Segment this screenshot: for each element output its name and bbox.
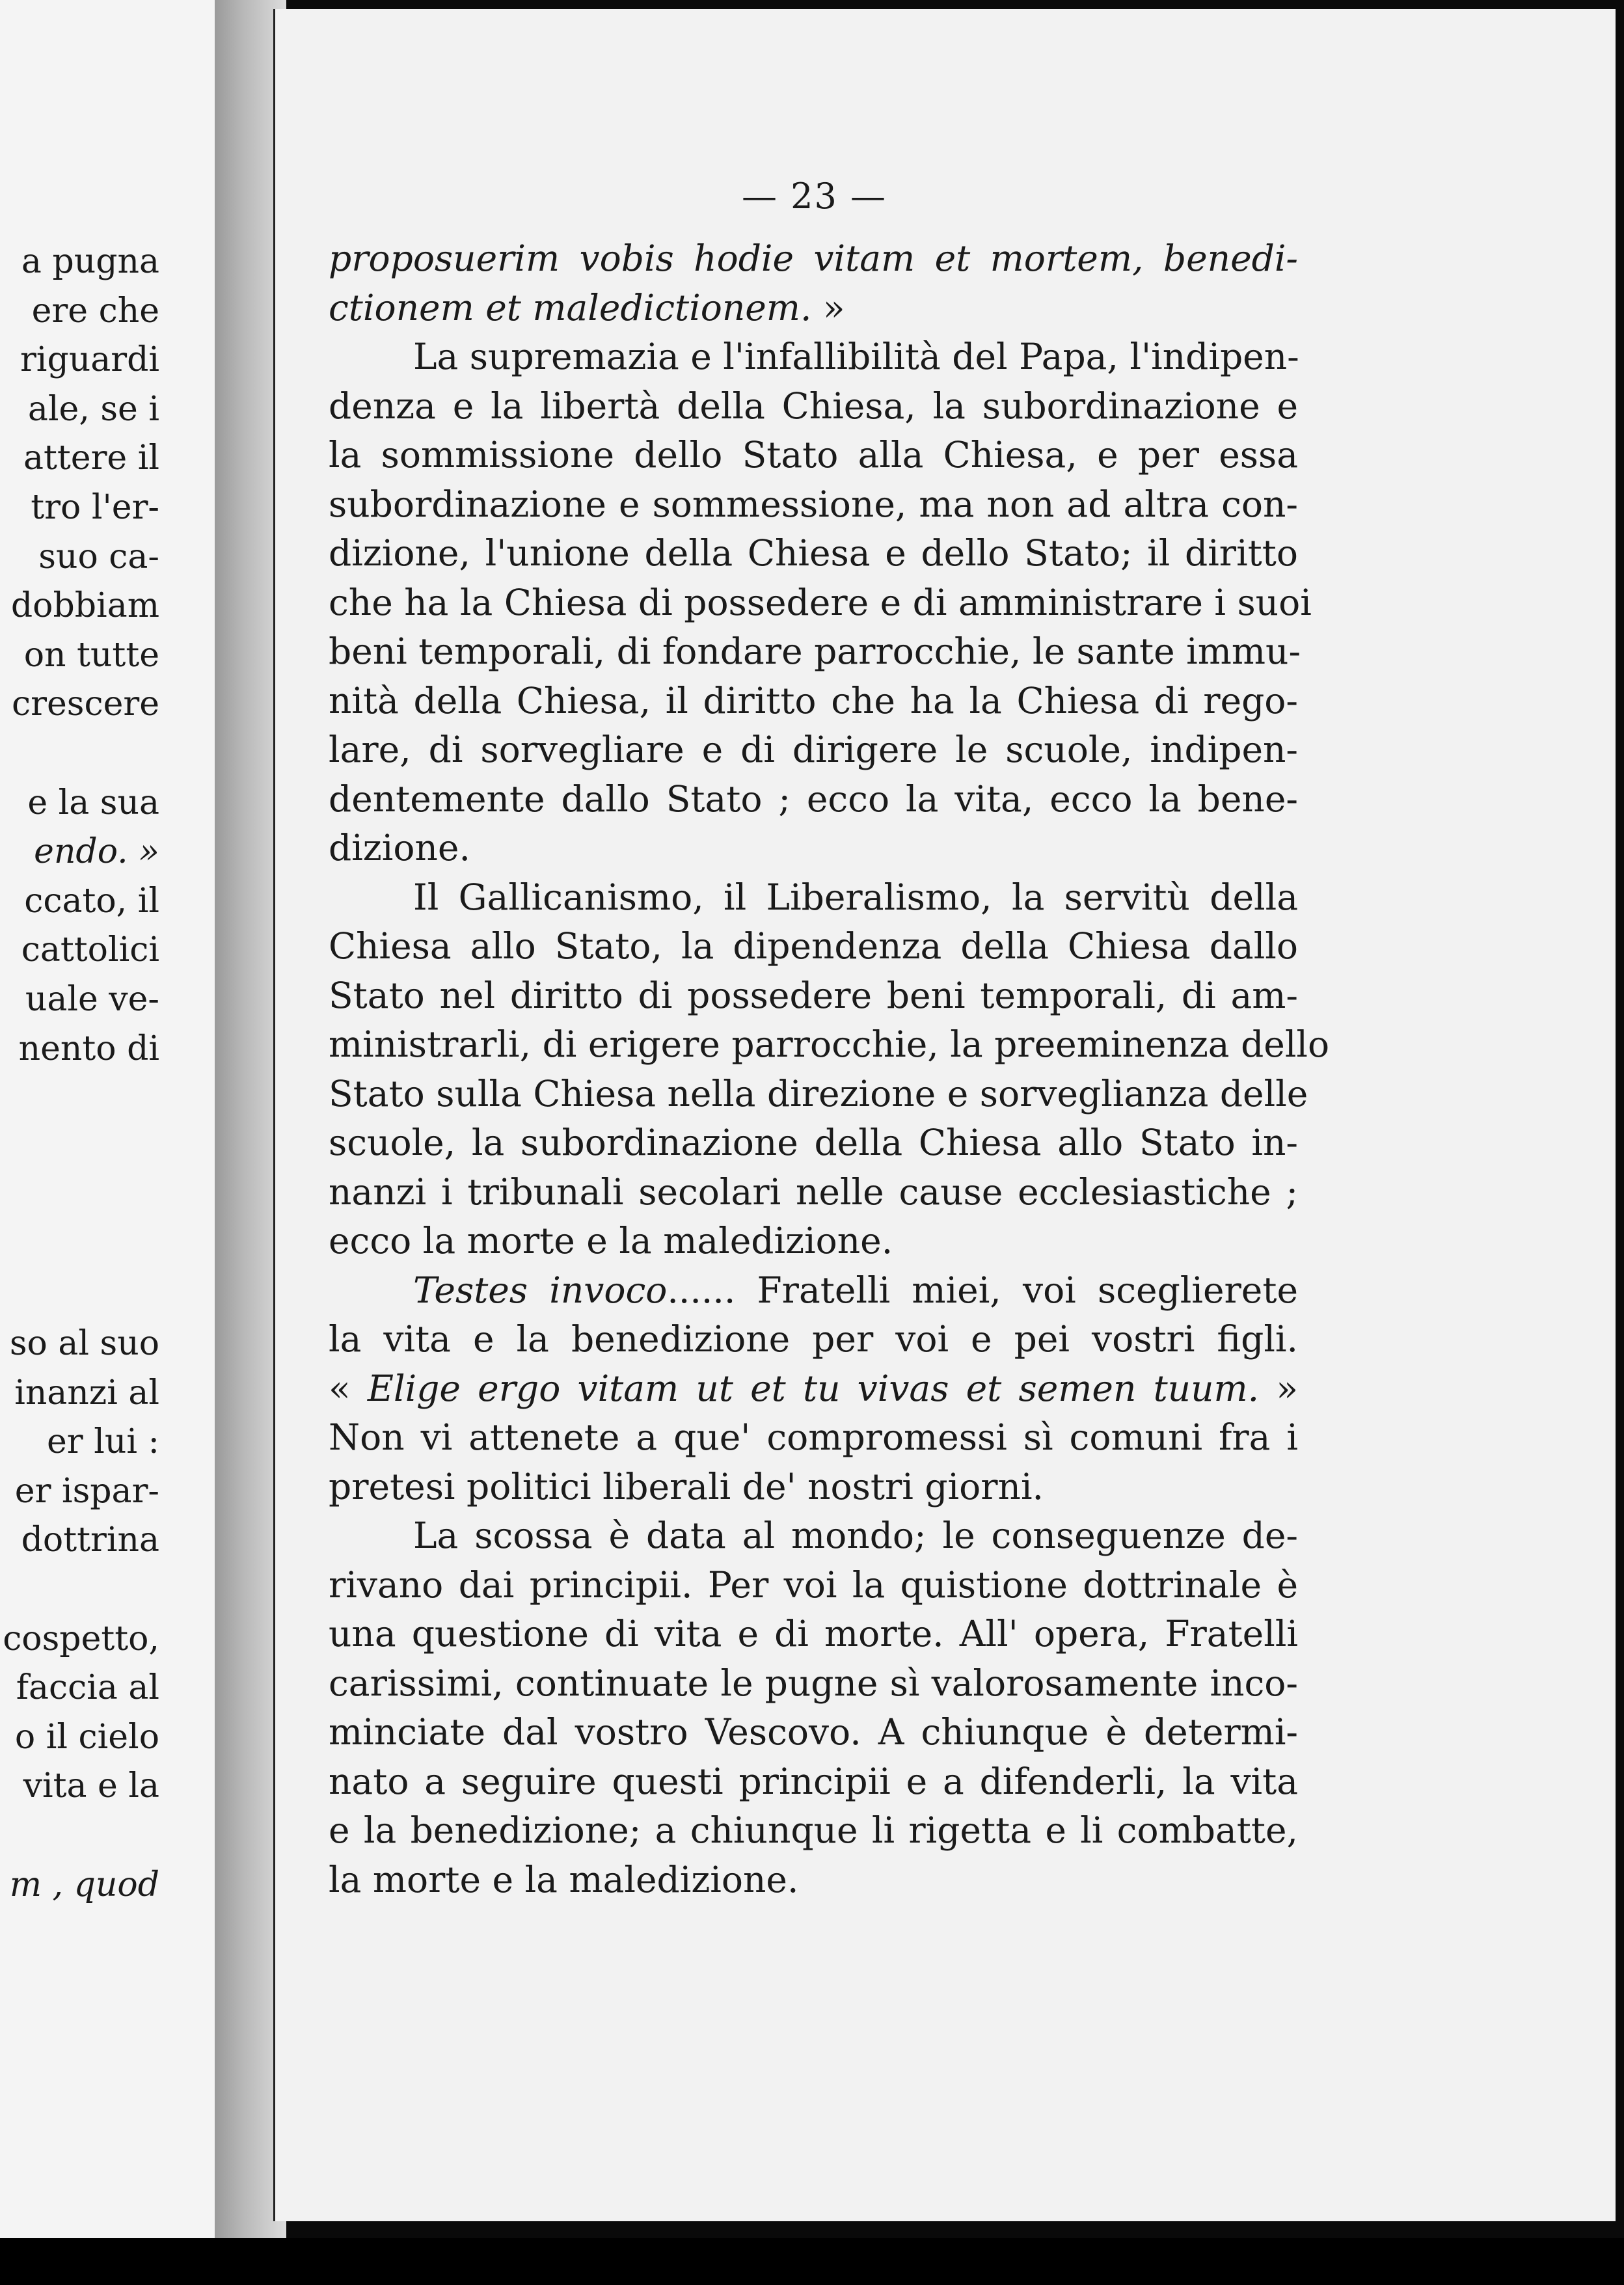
- left-page-text: [0, 237, 159, 1910]
- text-line: lare, di sorvegliare e di dirigere le scuole, indipen-: [329, 729, 1298, 770]
- text-line: Chiesa allo Stato, la dipendenza della Chiesa dallo: [329, 925, 1298, 967]
- text-line: Stato nel diritto di possedere beni temporali, di am-: [329, 974, 1298, 1016]
- text-line: scuole, la subordinazione della Chiesa allo Stato in-: [329, 1122, 1298, 1163]
- left-page-line: vita e la: [23, 1766, 159, 1806]
- latin-quote: Testes invoco: [413, 1269, 668, 1311]
- text-line: dizione.: [329, 827, 470, 869]
- text-line: La scossa è data al mondo; le conseguenze de-: [413, 1515, 1298, 1556]
- text-line: e la benedizione; a chiunque li rigetta e li combatte,: [329, 1809, 1298, 1851]
- text-line: Non vi attenete a que' compromessi sì comuni fra i: [329, 1416, 1298, 1458]
- left-page-line: er ispar-: [14, 1471, 159, 1511]
- latin-quote: ctionem et maledictionem.: [329, 286, 812, 329]
- left-page-line: er lui :: [47, 1422, 159, 1462]
- left-page-line: m , quod: [9, 1865, 159, 1904]
- left-page-line: [0, 1270, 159, 1319]
- text-line: proposuerim vobis hodie vitam et mortem, benedi-: [329, 237, 1298, 279]
- text-line: [329, 1364, 1298, 1414]
- left-page-line: [0, 1123, 159, 1172]
- left-page-line: [0, 1074, 159, 1123]
- left-page-line: faccia al: [16, 1668, 159, 1708]
- body-text: [329, 234, 1330, 1904]
- text-line: nità della Chiesa, il diritto che ha la Chiesa di rego-: [329, 679, 1298, 722]
- left-page-line: [0, 1172, 159, 1221]
- left-page-line: tro l'er-: [31, 487, 159, 527]
- left-page-line: nento di: [18, 1029, 159, 1068]
- text-line: la sommissione dello Stato alla Chiesa, e per essa: [329, 434, 1298, 476]
- text-line: minciate dal vostro Vescovo. A chiunque è determi-: [329, 1711, 1298, 1753]
- left-page-line: uale ve-: [25, 979, 159, 1019]
- left-page-line: [0, 1221, 159, 1271]
- text-line: [329, 284, 1298, 333]
- text-line: denza e la libertà della Chiesa, la subordinazione e: [329, 385, 1298, 427]
- left-page-line: cattolici: [21, 930, 159, 970]
- text-line: la morte e la maledizione.: [329, 1858, 799, 1900]
- left-page-line: ale, se i: [27, 389, 159, 429]
- text-line: nato a seguire questi principii e a difenderli, la vita: [329, 1760, 1298, 1802]
- text-line: Il Gallicanismo, il Liberalismo, la servitù della: [413, 876, 1298, 918]
- left-page-line: o il cielo: [14, 1717, 159, 1757]
- page-number: — 23 —: [742, 176, 887, 217]
- text-line: ministrarli, di erigere parrocchie, la preeminenza dello: [329, 1023, 1330, 1065]
- left-page-line: e la sua: [27, 783, 159, 822]
- text-span: ...... Fratelli miei, voi sceglierete: [667, 1269, 1298, 1311]
- text-span: »: [1259, 1367, 1299, 1409]
- left-page-line: ccato, il: [24, 881, 159, 921]
- left-page-line: dottrina: [21, 1521, 159, 1560]
- left-page-line: [0, 1811, 159, 1861]
- latin-quote: Elige ergo vitam ut et tu vivas et semen tuum.: [367, 1367, 1260, 1409]
- text-line: subordinazione e sommessione, ma non ad altra con-: [329, 483, 1298, 525]
- text-line: che ha la Chiesa di possedere e di amministrare i suoi: [329, 581, 1312, 623]
- text-line: beni temporali, di fondare parrocchie, le sante immu-: [329, 630, 1301, 672]
- text-line: ecco la morte e la maledizione.: [329, 1220, 893, 1262]
- text-line: [329, 1266, 1298, 1316]
- left-page-line: [0, 1565, 159, 1615]
- left-page-line: a pugna: [21, 242, 159, 281]
- text-line: rivano dai principii. Per voi la quistione dottrinale è: [329, 1563, 1298, 1606]
- left-facing-page: [0, 0, 221, 2238]
- left-page-line: so al suo: [9, 1324, 159, 1364]
- text-line: pretesi politici liberali de' nostri giorni.: [329, 1465, 1044, 1508]
- text-line: la vita e la benedizione per voi e pei vostri figli.: [329, 1318, 1298, 1360]
- left-page-line: riguardi: [20, 340, 159, 380]
- left-page-line: attere il: [23, 439, 159, 478]
- left-page-line: ere che: [31, 291, 159, 331]
- left-page-line: endo. »: [34, 832, 159, 872]
- left-page-line: dobbiam: [10, 586, 159, 626]
- text-line: nanzi i tribunali secolari nelle cause ecclesiastiche ;: [329, 1170, 1298, 1213]
- text-span: «: [329, 1367, 368, 1409]
- text-line: carissimi, continuate le pugne sì valorosamente inco-: [329, 1662, 1298, 1704]
- left-page-line: inanzi al: [14, 1373, 159, 1413]
- left-page-line: cospetto,: [3, 1619, 159, 1658]
- text-line: dentemente dallo Stato ; ecco la vita, ecco la bene-: [329, 777, 1298, 820]
- text-span: »: [811, 286, 845, 329]
- text-line: dizione, l'unione della Chiesa e dello Stato; il diritto: [329, 532, 1298, 574]
- text-line: La supremazia e l'infallibilità del Papa, l'indipen-: [413, 336, 1299, 377]
- text-line: Stato sulla Chiesa nella direzione e sorveglianza delle: [329, 1072, 1308, 1115]
- left-page-line: crescere: [12, 684, 159, 724]
- text-line: una questione di vita e di morte. All' opera, Fratelli: [329, 1613, 1298, 1655]
- left-page-line: on tutte: [23, 635, 159, 675]
- scan-border: [0, 2238, 1624, 2285]
- left-page-line: suo ca-: [38, 537, 159, 576]
- left-page-line: [0, 729, 159, 779]
